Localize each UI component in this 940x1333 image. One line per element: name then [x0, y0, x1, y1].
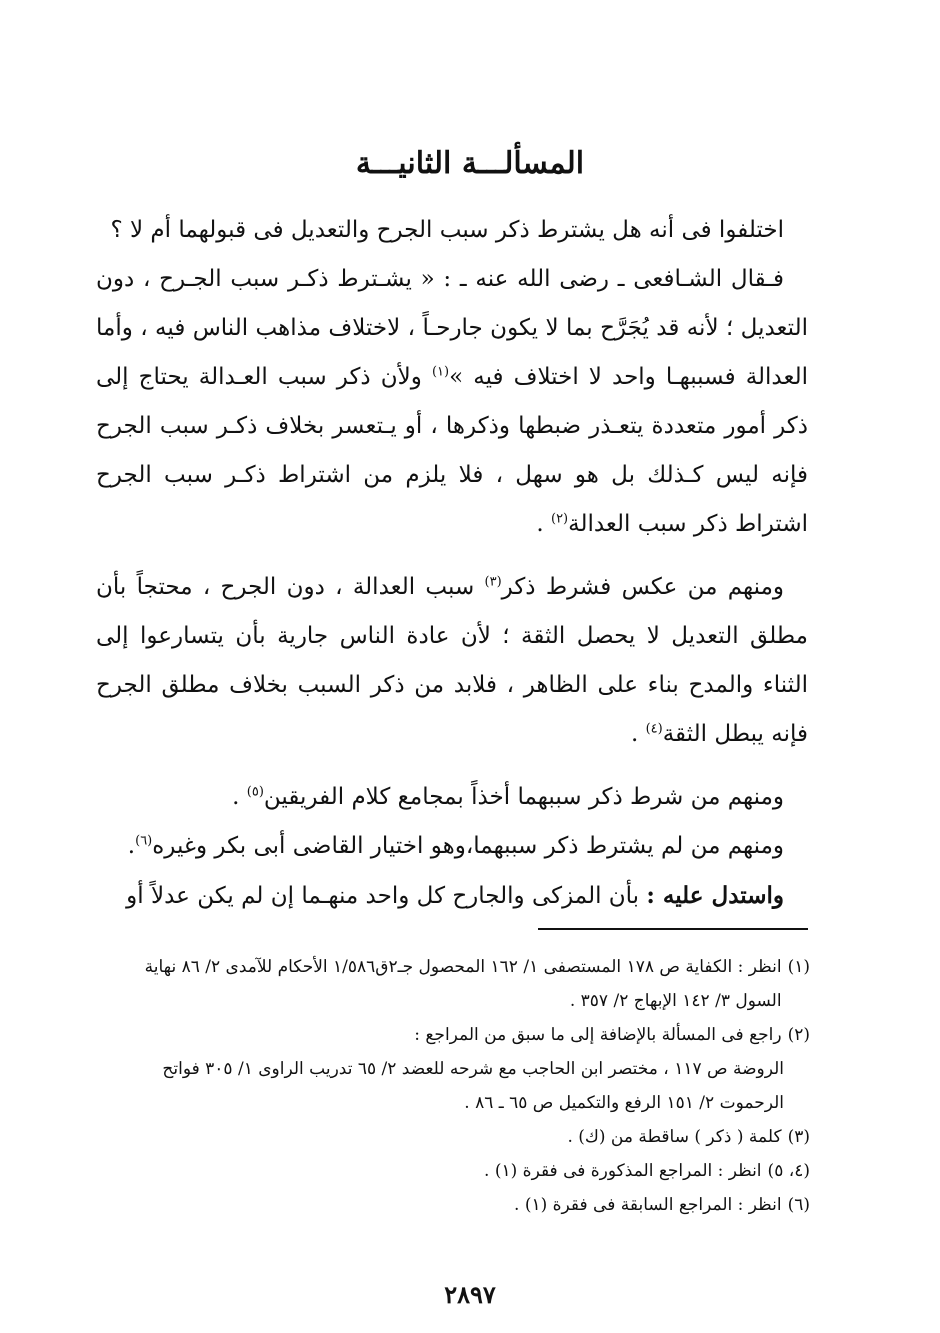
footnote-item	[104, 1018, 810, 1120]
footnote-number: (٦)	[787, 1195, 810, 1215]
footnote-ref[interactable]: (٣)	[484, 574, 502, 590]
footnote-number: (٤، ٥)	[767, 1161, 810, 1181]
paragraph-text: بأن المزكى والجارح كل واحد منهـما إن لم يكن عدلاً أو	[126, 883, 647, 909]
paragraph-neither-view	[96, 822, 808, 871]
footnote-number: (٢)	[787, 1025, 810, 1045]
paragraph-text: ومنهم من عكس فشرط ذكر	[501, 574, 785, 600]
paragraph-opposite-view	[96, 563, 808, 759]
footnote-item	[104, 1154, 810, 1188]
footnote-number: (٣)	[787, 1127, 810, 1147]
footnote-ref[interactable]: (٥)	[246, 784, 264, 800]
page-number: ٢٨٩٧	[444, 1280, 496, 1309]
footnote-text: كلمة ( ذكر ) ساقطة من (ك) .	[567, 1127, 782, 1147]
paragraph-question	[96, 206, 808, 255]
footnote-text: انظر : الكفاية ص ١٧٨ المستصفى ١/ ١٦٢ المحصول جـ٢ق١/٥٨٦ الأحكام للآمدى ٢/ ٨٦ نهاية السول ٣/ ١٤٢ الإبهاج ٢/ ٣٥٧ .	[144, 957, 782, 1011]
paragraph-text: سبب العدالة ، دون الجرح ، محتجاً بأن مطلق التعديل لا يحصل الثقة ؛ لأن عادة الناس جارية بأن يتسارعوا إلى الثناء والمدح بناء على الظاهر ، فلابد من ذكر السبب بخلاف مطلق الجرح فإنه يبطل الثقة	[96, 574, 808, 747]
footnote-ref[interactable]: (٦)	[135, 833, 153, 849]
footnote-ref[interactable]: (١)	[431, 364, 450, 380]
main-text	[96, 206, 808, 921]
paragraph-text: ومنهم من شرط ذكر سببهما أخذاً بمجامع كلام الفريقين	[263, 784, 784, 810]
paragraph-both-view	[96, 773, 808, 822]
paragraph-text: ولأن ذكر سبب العـدالة يحتاج إلى ذكر أمور متعددة يتعـذر ضبطها وذكرها ، أو يـتعسر بخلاف ذكـر سبب الجرح فإنه ليس كـذلك بل هو سهل ، فلا يلزم من اشتراط ذكـر سبب الجرح اشتراط ذكر سبب العدالة	[96, 364, 808, 537]
paragraph-argument	[96, 871, 808, 921]
paragraph-text: فـقال الشـافعى ـ رضى الله عنه ـ : « يشـترط ذكـر سبب الجـرح ، دون التعديل ؛ لأنه قد يُجَرَّح بما لا يكون جارحـاً ، لاختلاف مذاهب الناس فيه ، وأما العدالة فسببهـا واحد لا اختلاف فيه »	[96, 266, 808, 390]
paragraph-text: ومنهم من لم يشترط ذكر سببهما،وهو اختيار القاضى أبى بكر وغيره	[152, 833, 784, 859]
footnote-divider	[538, 928, 808, 930]
footnote-item	[104, 1188, 810, 1222]
footnote-number: (١)	[787, 957, 810, 977]
paragraph-lead: واستدل عليه :	[646, 882, 784, 909]
footnotes	[104, 950, 810, 1222]
paragraph-text: اختلفوا فى أنه هل يشترط ذكر سبب الجرح والتعديل فى قبولهما أم لا ؟	[110, 217, 784, 243]
paragraph-text: .	[127, 833, 136, 859]
footnote-ref[interactable]: (٢)	[550, 511, 569, 527]
footnote-text: راجع فى المسألة بالإضافة إلى ما سبق من المراجع :	[414, 1025, 782, 1045]
paragraph-shafii	[96, 255, 808, 549]
footnote-ref[interactable]: (٤)	[645, 721, 663, 737]
footnote-text: انظر : المراجع السابقة فى فقرة (١) .	[514, 1195, 782, 1215]
paragraph-text: .	[536, 511, 551, 537]
footnote-text: انظر : المراجع المذكورة فى فقرة (١) .	[484, 1161, 762, 1181]
footnote-continuation: الروضة ص ١١٧ ، مختصر ابن الحاجب مع شرحه للعضد ٢/ ٦٥ تدريب الراوى ١/ ٣٠٥ فواتح الرحموت ٢/ ١٥١ الرفع والتكميل ص ٦٥ ـ ٨٦ .	[162, 1059, 784, 1113]
footnote-line	[104, 1018, 810, 1052]
paragraph-text: .	[232, 784, 247, 810]
footnote-item	[104, 950, 810, 1018]
paragraph-text: .	[630, 721, 646, 747]
section-title: المسألـــة الثانيـــة	[355, 146, 585, 181]
footnote-item	[104, 1120, 810, 1154]
